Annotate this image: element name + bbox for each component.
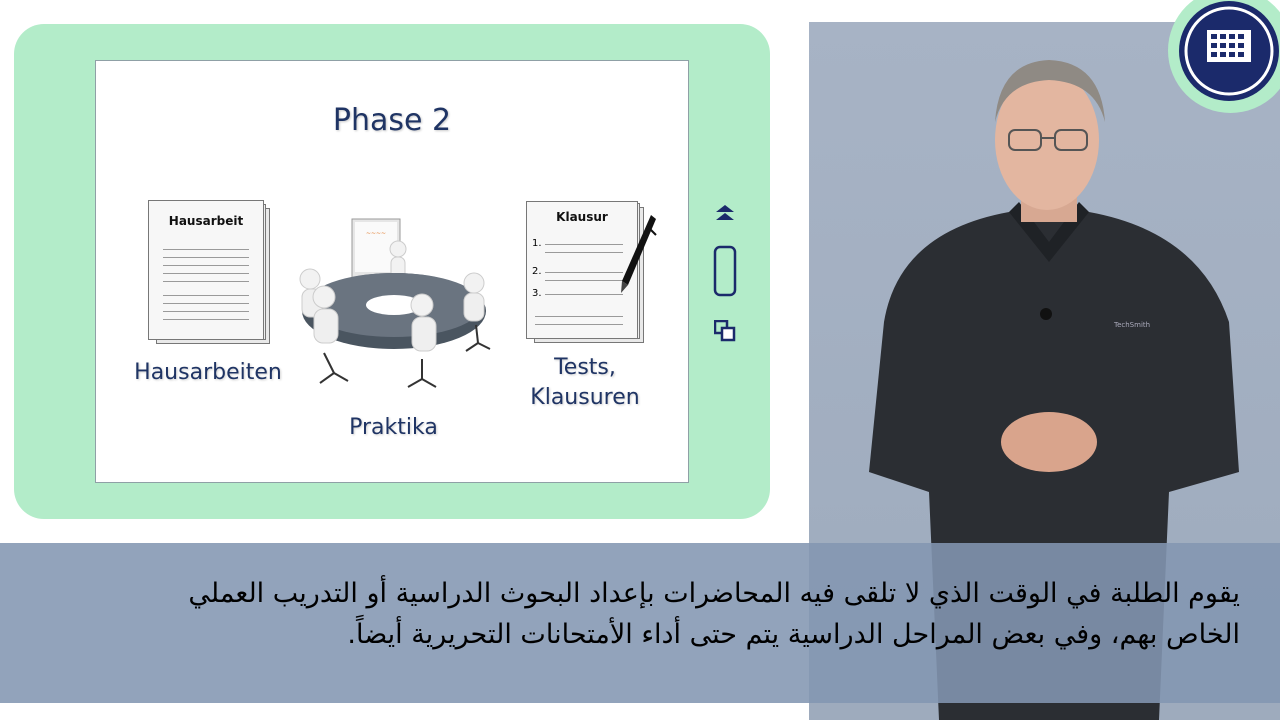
caption-text — [40, 573, 1240, 655]
tests-klausuren-label — [516, 353, 654, 413]
hausarbeiten-label: Hausarbeiten — [134, 360, 282, 385]
question-number: 3. — [532, 288, 542, 299]
phone-frame-icon[interactable] — [713, 245, 737, 297]
collapse-up-icon[interactable] — [714, 204, 736, 222]
question-number: 2. — [532, 266, 542, 277]
slide-controls — [710, 200, 742, 350]
pen-icon — [618, 213, 658, 295]
klausur-heading: Klausur — [556, 210, 608, 224]
building-logo-icon — [1175, 0, 1280, 105]
svg-text:~~~~: ~~~~ — [365, 230, 387, 237]
subtitle-caption — [0, 543, 1280, 703]
klausuren-label-line: Klausuren — [530, 385, 640, 410]
praktika-label: Praktika — [349, 415, 438, 440]
slide-title: Phase 2 — [332, 103, 452, 138]
meeting-table-illustration — [294, 213, 494, 391]
tests-label-line: Tests, — [554, 355, 616, 380]
question-number: 1. — [532, 238, 542, 249]
shirt-logo: TechSmith — [1114, 321, 1151, 329]
slide — [95, 60, 689, 483]
caption-line: يقوم الطلبة في الوقت الذي لا تلقى فيه المحاضرات بإعداد البحوث الدراسية أو التدريب العملي — [188, 578, 1240, 609]
logo-badge — [1168, 0, 1280, 113]
copy-windows-icon[interactable] — [714, 320, 736, 342]
hausarbeit-heading: Hausarbeit — [168, 214, 244, 228]
caption-line: الخاص بهم، وفي بعض المراحل الدراسية يتم حتى أداء الأمتحانات التحريرية أيضاً. — [347, 619, 1240, 650]
